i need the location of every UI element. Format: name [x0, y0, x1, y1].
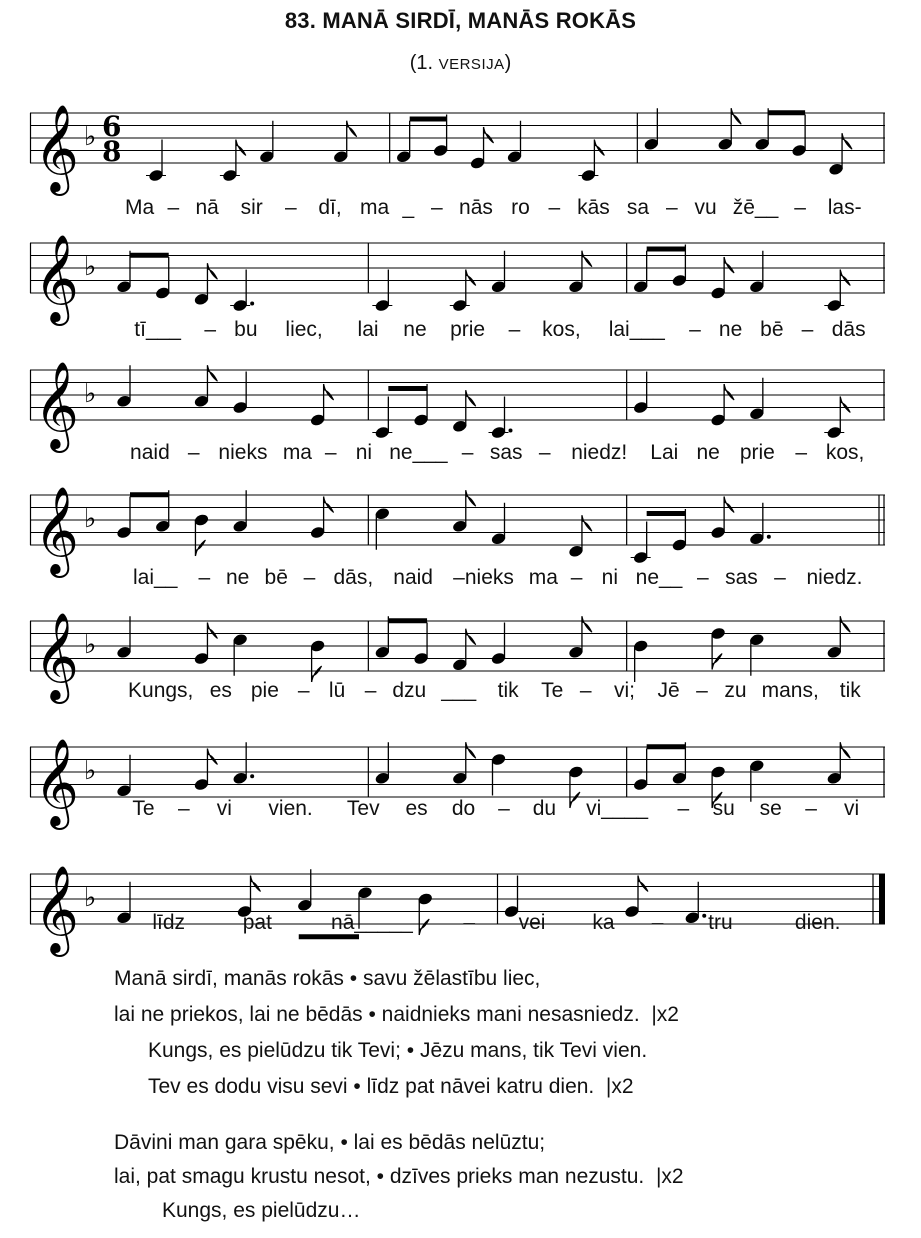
note-beam [388, 386, 427, 391]
lyric-syllable: ni [601, 566, 619, 589]
lyric-syllable: bē [264, 566, 288, 589]
lyric-syllable: – [696, 679, 708, 702]
note-flag [724, 384, 734, 400]
lyric-syllable: līdz [152, 911, 185, 934]
lyric-syllable: do [451, 797, 476, 820]
key-signature-flat-icon: ♭ [84, 630, 97, 660]
note-flag [466, 629, 476, 645]
lyric-syllable: Lai [650, 441, 679, 464]
treble-clef-icon: 𝄞 [34, 864, 79, 953]
lyric-syllable: ro [511, 196, 530, 219]
lyric-syllable: Jē [657, 679, 680, 702]
key-signature-flat-icon: ♭ [84, 883, 97, 913]
lyric-syllable: nās [459, 196, 493, 219]
lyric-syllable: – [167, 196, 180, 219]
lyric-syllable: – [324, 441, 337, 464]
note-flag [594, 140, 604, 156]
note-flag [207, 749, 217, 765]
note-flag [466, 742, 476, 758]
note-beam [388, 618, 427, 623]
lyric-syllable: vei [518, 911, 546, 934]
lyric-syllable: bē [760, 318, 784, 341]
lyric-syllable: liec, [285, 318, 323, 341]
lyric-syllable: _ [402, 196, 415, 219]
stanza-line: Tev es dodu visu sevi • līdz pat nāvei katru dien. |x2 [148, 1075, 634, 1098]
staff-system [30, 225, 885, 322]
lyrics-line [30, 911, 885, 941]
lyrics-line [30, 196, 885, 226]
lyric-syllable: es [405, 797, 428, 820]
lyric-syllable: sir [240, 196, 263, 219]
lyric-syllable: – [677, 797, 690, 820]
lyric-syllable: naid [393, 566, 433, 589]
lyrics-line [30, 797, 885, 827]
stanza-line: lai, pat smagu krustu nesot, • dzīves prieks man nezustu. |x2 [114, 1165, 684, 1188]
staff-svg [30, 225, 885, 325]
lyric-syllable: sa [626, 196, 650, 219]
lyric-syllable: ka [592, 911, 615, 934]
note-beam [410, 117, 447, 122]
lyric-syllable: – [364, 679, 377, 702]
lyric-syllable: vi [216, 797, 232, 820]
lyric-syllable: – [430, 196, 443, 219]
lyric-syllable: žē__ [732, 196, 779, 219]
lyric-syllable: niedz! [571, 441, 628, 464]
lyric-syllable: vien. [268, 797, 313, 820]
lyrics-line [30, 441, 885, 471]
lyric-syllable: du [532, 797, 557, 820]
lyric-syllable: Kungs, [128, 679, 194, 702]
note-flag [840, 616, 850, 632]
version-suffix: ) [504, 52, 512, 74]
augmentation-dot [250, 774, 254, 778]
note-flag [638, 876, 648, 892]
lyric-syllable: – [187, 441, 200, 464]
note-flag [724, 257, 734, 273]
lyric-syllable: dī, [318, 196, 342, 219]
lyric-syllable: – [579, 679, 592, 702]
lyric-syllable: lai__ [133, 566, 178, 589]
key-signature-flat-icon: ♭ [84, 756, 97, 786]
lyric-syllable: lū [328, 679, 346, 702]
note-flag [207, 365, 217, 381]
lyrics-line [30, 566, 885, 596]
lyric-syllable: Te [132, 797, 155, 820]
treble-clef-icon: 𝄞 [34, 611, 79, 700]
note-flag [840, 397, 850, 413]
lyric-syllable: – [508, 318, 521, 341]
time-signature-top: 6 [102, 110, 122, 143]
lyric-syllable: – [570, 566, 583, 589]
lyric-syllable: – [204, 318, 217, 341]
key-signature-flat-icon: ♭ [84, 122, 97, 152]
lyric-syllable: – [697, 566, 709, 589]
lyric-syllable: – [198, 566, 211, 589]
staff-system [30, 352, 885, 449]
note-flag [251, 876, 261, 892]
lyrics-line [30, 679, 885, 709]
lyric-syllable: – [805, 797, 817, 820]
lyric-syllable: ma [282, 441, 312, 464]
lyric-syllable: dzu [392, 679, 427, 702]
lyric-syllable: las- [827, 196, 862, 219]
lyric-syllable: dien. [794, 911, 841, 934]
treble-clef-icon: 𝄞 [34, 737, 79, 826]
note-flag [582, 616, 592, 632]
note-flag [484, 127, 494, 143]
note-flag [207, 623, 217, 639]
augmentation-dot [509, 429, 513, 433]
lyric-syllable: kos, [825, 441, 865, 464]
song-title: 83. MANĀ SIRDĪ, MANĀS ROKĀS [284, 8, 637, 33]
note-flag [466, 390, 476, 406]
lyric-syllable: – [538, 441, 551, 464]
lyric-syllable: kās [577, 196, 610, 219]
song-subtitle [0, 52, 921, 75]
note-beam [130, 253, 169, 258]
treble-clef-icon: 𝄞 [34, 103, 79, 192]
treble-clef-icon: 𝄞 [34, 233, 79, 322]
note-flag [842, 133, 852, 149]
note-flag [582, 515, 592, 531]
lyric-syllable: prie [739, 441, 775, 464]
note-flag [324, 497, 334, 513]
version-word: VERSIJA [438, 56, 505, 73]
lyric-syllable: kos, [542, 318, 581, 341]
lyric-syllable: ne___ [389, 441, 448, 464]
lyric-syllable: ne [696, 441, 720, 464]
staff-svg [30, 856, 885, 956]
note-flag [840, 742, 850, 758]
lyric-syllable: su [712, 797, 735, 820]
lyric-syllable: Te [541, 679, 564, 702]
lyric-syllable: niedz. [806, 566, 863, 589]
lyric-syllable: ne [403, 318, 427, 341]
staff-system [30, 95, 885, 192]
lyric-syllable: Tev [346, 797, 380, 820]
lyric-syllable: vi____ [586, 797, 649, 820]
note-flag [347, 121, 357, 137]
lyric-syllable: – [285, 196, 297, 219]
staff-svg [30, 477, 885, 577]
stanza-line: Manā sirdī, manās rokās • savu žēlastību liec, [114, 967, 541, 990]
lyric-syllable: mans, [761, 679, 819, 702]
lyric-syllable: – [801, 318, 814, 341]
staff-svg [30, 95, 885, 195]
lyric-syllable: sas [489, 441, 523, 464]
lyric-syllable: nā_____ [331, 911, 413, 934]
treble-clef-icon: 𝄞 [34, 360, 79, 449]
stanza-line: lai ne priekos, lai ne bēdās • naidnieks mani nesasniedz. |x2 [114, 1003, 679, 1026]
note-flag [712, 654, 722, 670]
staff-system [30, 477, 885, 574]
lyric-syllable: tru [708, 911, 733, 934]
key-signature-flat-icon: ♭ [84, 252, 97, 282]
lyric-syllable: es [209, 679, 232, 702]
lyric-syllable: ___ [441, 679, 477, 702]
key-signature-flat-icon: ♭ [84, 504, 97, 534]
note-flag [324, 384, 334, 400]
lyric-syllable: dās [831, 318, 866, 341]
version-prefix: (1. [409, 52, 439, 74]
lyric-syllable: nā [195, 196, 219, 219]
note-flag [731, 108, 741, 124]
lyric-syllable: pat [242, 911, 272, 934]
note-flag [466, 490, 476, 506]
lyric-syllable: – [297, 679, 310, 702]
augmentation-dot [767, 535, 771, 539]
lyric-syllable: tik [839, 679, 861, 702]
lyric-syllable: – [548, 196, 561, 219]
note-flag [724, 497, 734, 513]
note-flag [840, 270, 850, 286]
lyric-syllable: lai [357, 318, 379, 341]
lyric-syllable: se [759, 797, 782, 820]
note-flag [236, 140, 246, 156]
stanza-line: Kungs, es pielūdzu… [162, 1199, 361, 1222]
note-beam [768, 110, 805, 115]
note-beam [647, 247, 686, 252]
lyric-syllable: ni [355, 441, 373, 464]
lyric-syllable: tī___ [134, 318, 181, 341]
note-flag [195, 540, 205, 556]
lyric-syllable: – [498, 797, 510, 820]
lyric-syllable: – [689, 318, 701, 341]
note-flag [466, 270, 476, 286]
staff-svg [30, 352, 885, 452]
lyric-syllable: vi [843, 797, 860, 820]
lyric-syllable: – [651, 911, 664, 934]
lyric-syllable: – [794, 196, 806, 219]
lyric-syllable: – [461, 441, 474, 464]
lyric-syllable: dās, [333, 566, 374, 589]
key-signature-flat-icon: ♭ [84, 379, 97, 409]
note-beam [130, 492, 169, 497]
lyric-syllable: vu [694, 196, 717, 219]
lyric-syllable: – [303, 566, 316, 589]
lyric-syllable: – [795, 441, 808, 464]
note-flag [207, 263, 217, 279]
note-flag [582, 251, 592, 267]
lyric-syllable: –nieks [453, 566, 514, 589]
lyric-syllable: ne [225, 566, 250, 589]
lyric-syllable: lai___ [608, 318, 665, 341]
lyric-syllable: sas [725, 566, 758, 589]
lyric-syllable: Ma [124, 196, 155, 219]
lyric-syllable: ma [528, 566, 558, 589]
lyric-syllable: pie [250, 679, 279, 702]
note-beam [647, 511, 686, 516]
note-beam [647, 744, 686, 749]
lyric-syllable: ne [718, 318, 743, 341]
lyric-syllable: vi; [613, 679, 635, 702]
lyric-syllable: naid [130, 441, 170, 464]
lyric-syllable: bu [234, 318, 258, 341]
lyrics-line [30, 318, 885, 348]
lyric-syllable: nieks [218, 441, 268, 464]
lyric-syllable: – [178, 797, 190, 820]
lyric-syllable: – [463, 911, 476, 934]
lyric-syllable: ma [360, 196, 390, 219]
lyric-syllable: prie [450, 318, 486, 341]
lyric-syllable: tik [497, 679, 519, 702]
lyric-syllable: zu [724, 679, 747, 702]
lyric-syllable: – [774, 566, 786, 589]
time-signature-bottom: 8 [102, 135, 122, 168]
lyric-syllable: ne__ [635, 566, 683, 589]
stanza-line: Kungs, es pielūdzu tik Tevi; • Jēzu mans, tik Tevi vien. [148, 1039, 648, 1062]
lyric-syllable: – [665, 196, 678, 219]
augmentation-dot [250, 302, 254, 306]
stanza-line: Dāvini man gara spēku, • lai es bēdās nelūztu; [114, 1131, 546, 1154]
treble-clef-icon: 𝄞 [34, 485, 79, 574]
